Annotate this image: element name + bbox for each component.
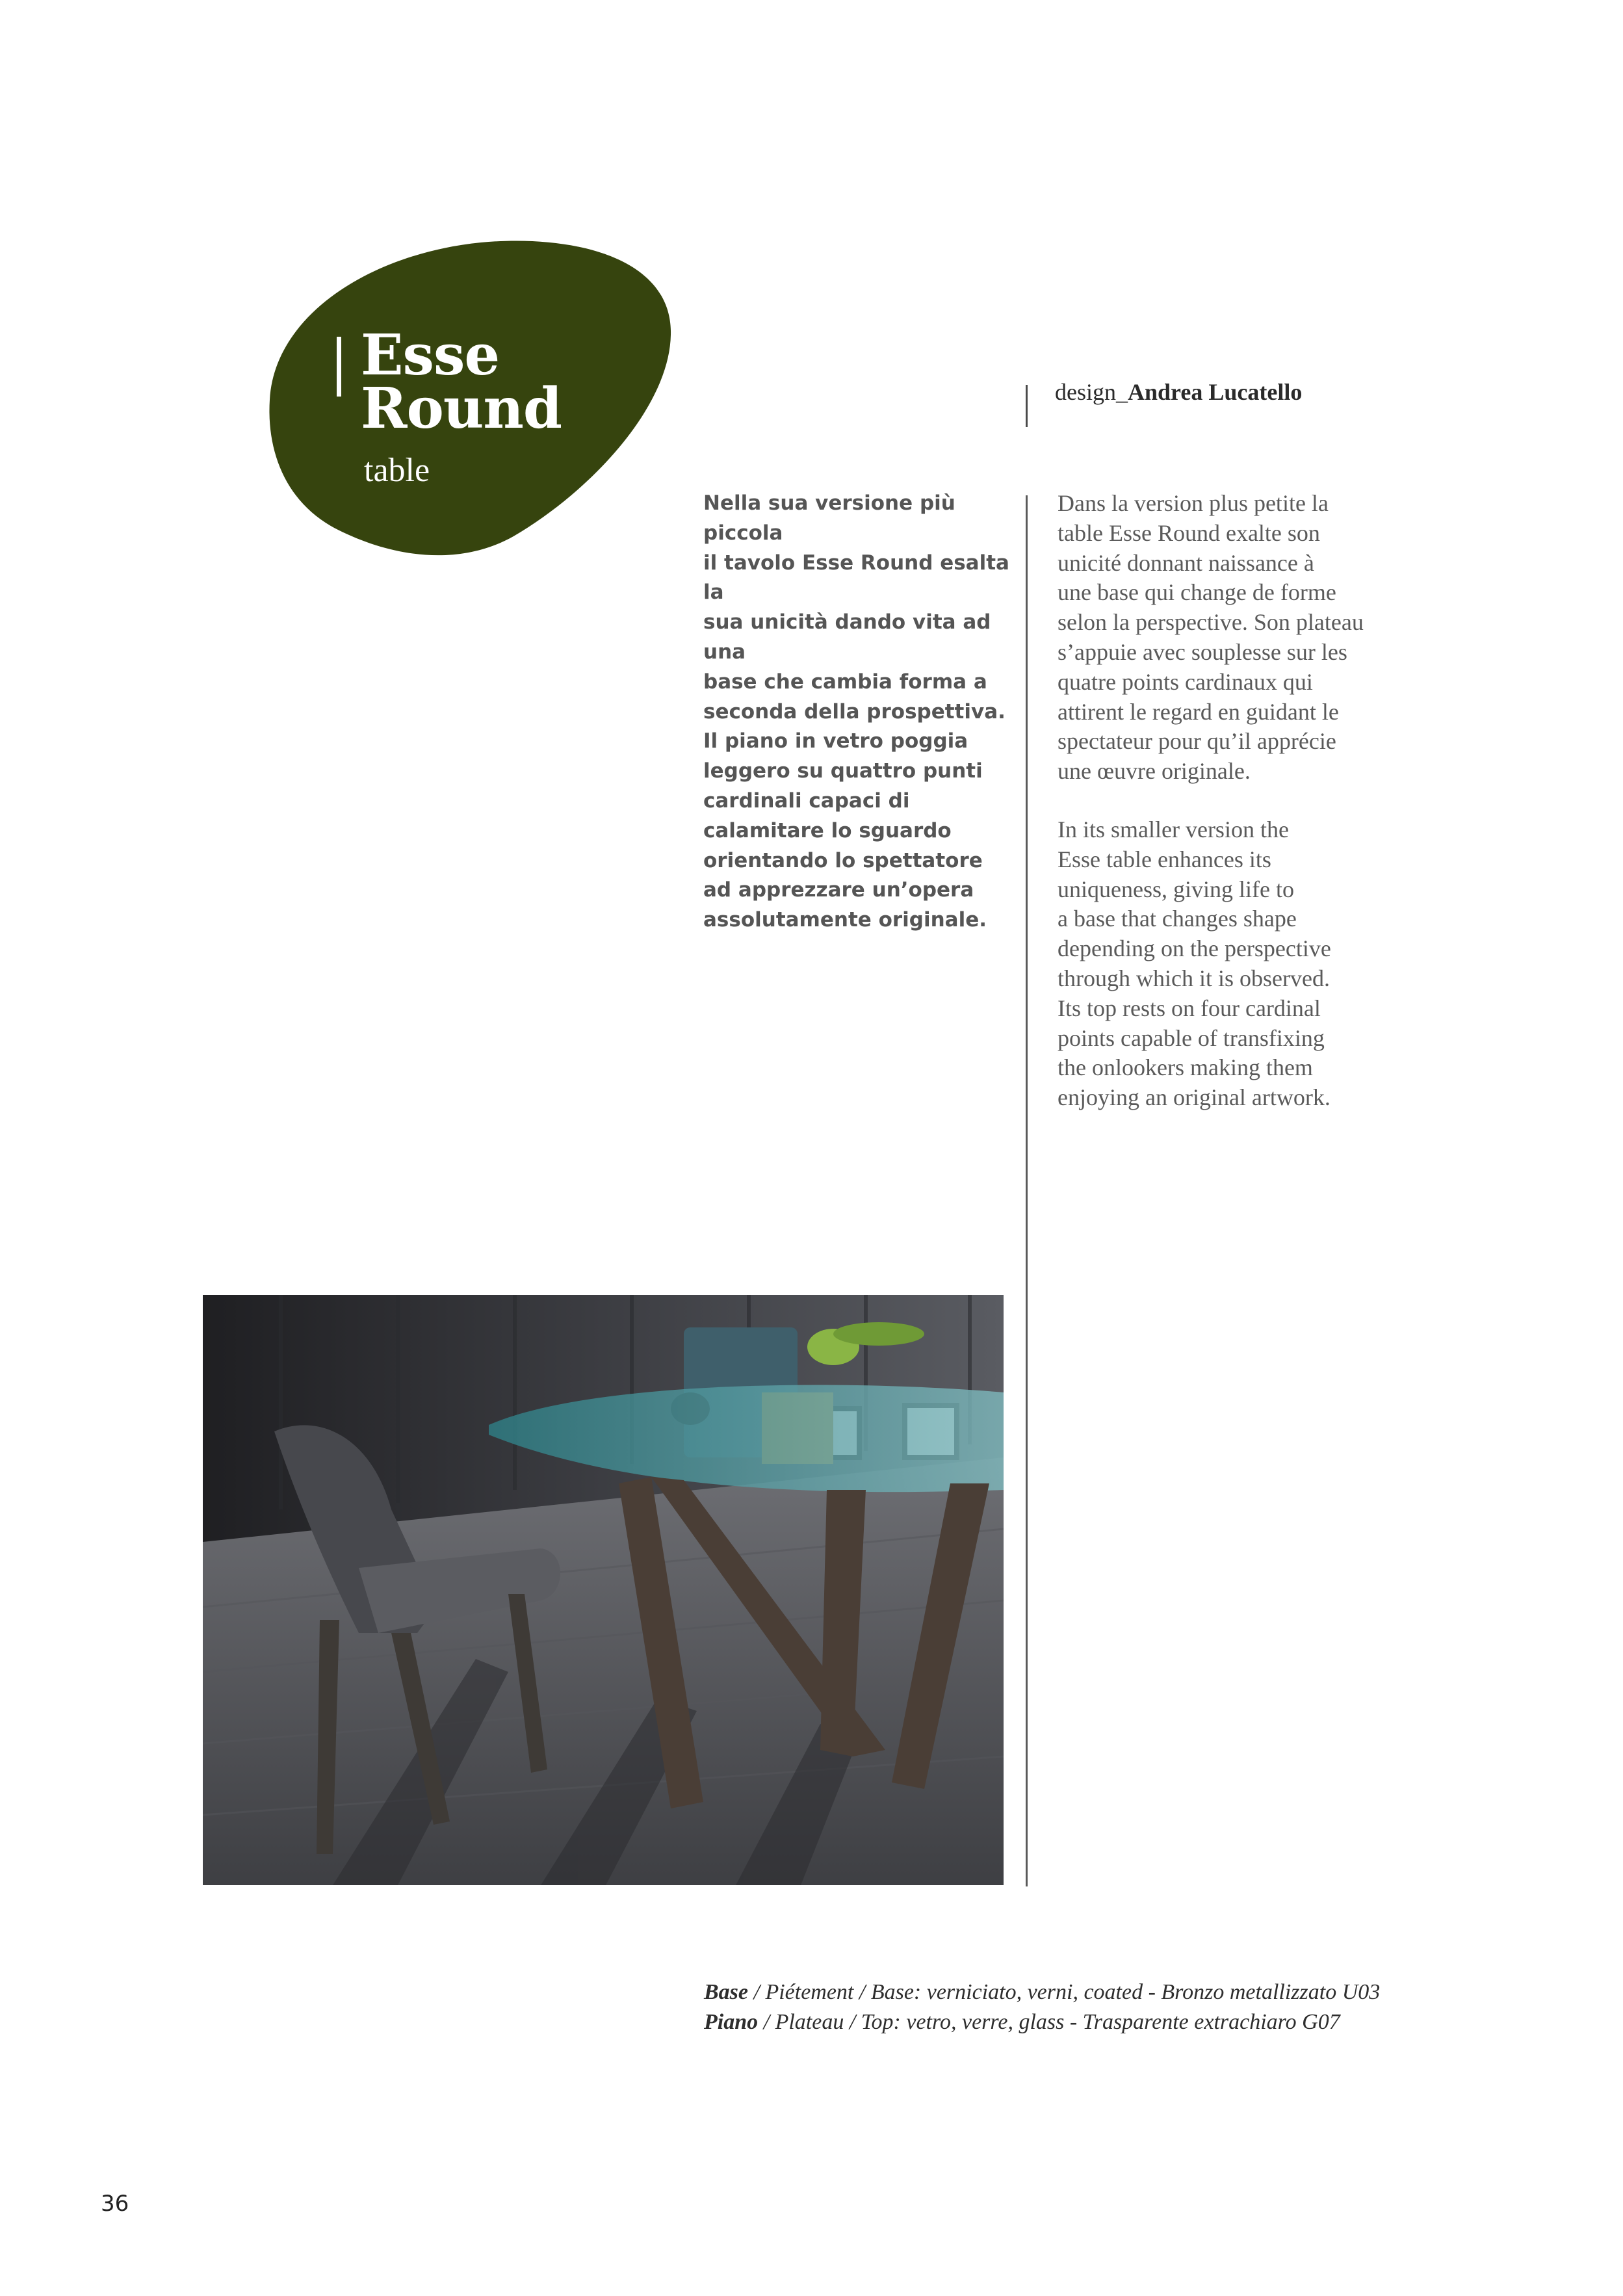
description-italian-text: Nella sua versione più piccola il tavolo Esse Round esalta la sua unicità dando vita ad una base che cambia forma a seconda della prospettiva. Il piano in vetro poggia leggero su quattro punti cardinali capaci di calamitare lo sguardo orientando lo spettatore ad apprezzare un’opera assolutamente originale. <box>703 491 1009 932</box>
spec-top-text: / Plateau / Top: vetro, verre, glass - Trasparente extrachiaro G07 <box>758 2010 1340 2034</box>
spec-base-label: Base <box>704 1980 748 2004</box>
product-photo <box>203 1295 1004 1885</box>
page-number: 36 <box>101 2191 129 2217</box>
description-french <box>1058 489 1396 787</box>
spec-top <box>704 2007 1575 2037</box>
description-italian <box>703 489 1015 935</box>
spec-base <box>704 1977 1575 2007</box>
description-english <box>1058 815 1396 1113</box>
design-credit <box>1055 378 1302 406</box>
product-title-line1: Esse <box>361 322 500 388</box>
designer-name: Andrea Lucatello <box>1128 379 1303 405</box>
design-prefix: design_ <box>1055 379 1128 405</box>
product-subtitle: table <box>364 452 430 489</box>
title-accent-bar <box>337 337 341 397</box>
spec-top-label: Piano <box>704 2010 759 2034</box>
description-english-text: In its smaller version the Esse table enhances its uniqueness, giving life to a base that changes shape depending on the perspective through which it is observed. Its top rests on four cardinal points capable of transfixing the onlookers making them enjoying an original artwork. <box>1058 816 1331 1111</box>
column-divider <box>1026 495 1028 1886</box>
product-title <box>361 322 562 441</box>
specifications <box>704 1977 1575 2037</box>
design-credit-rule <box>1026 385 1028 427</box>
product-title-line2: Round <box>361 376 562 441</box>
description-french-text: Dans la version plus petite la table Esse Round exalte son unicité donnant naissance à une base qui change de forme selon la perspective. Son plateau s’appuie avec souplesse sur les quatre points cardinaux qui attirent le regard en guidant le spectateur pour qu’il apprécie une œuvre originale. <box>1058 490 1364 785</box>
spec-base-text: / Piétement / Base: verniciato, verni, coated - Bronzo metallizzato U03 <box>748 1980 1381 2004</box>
